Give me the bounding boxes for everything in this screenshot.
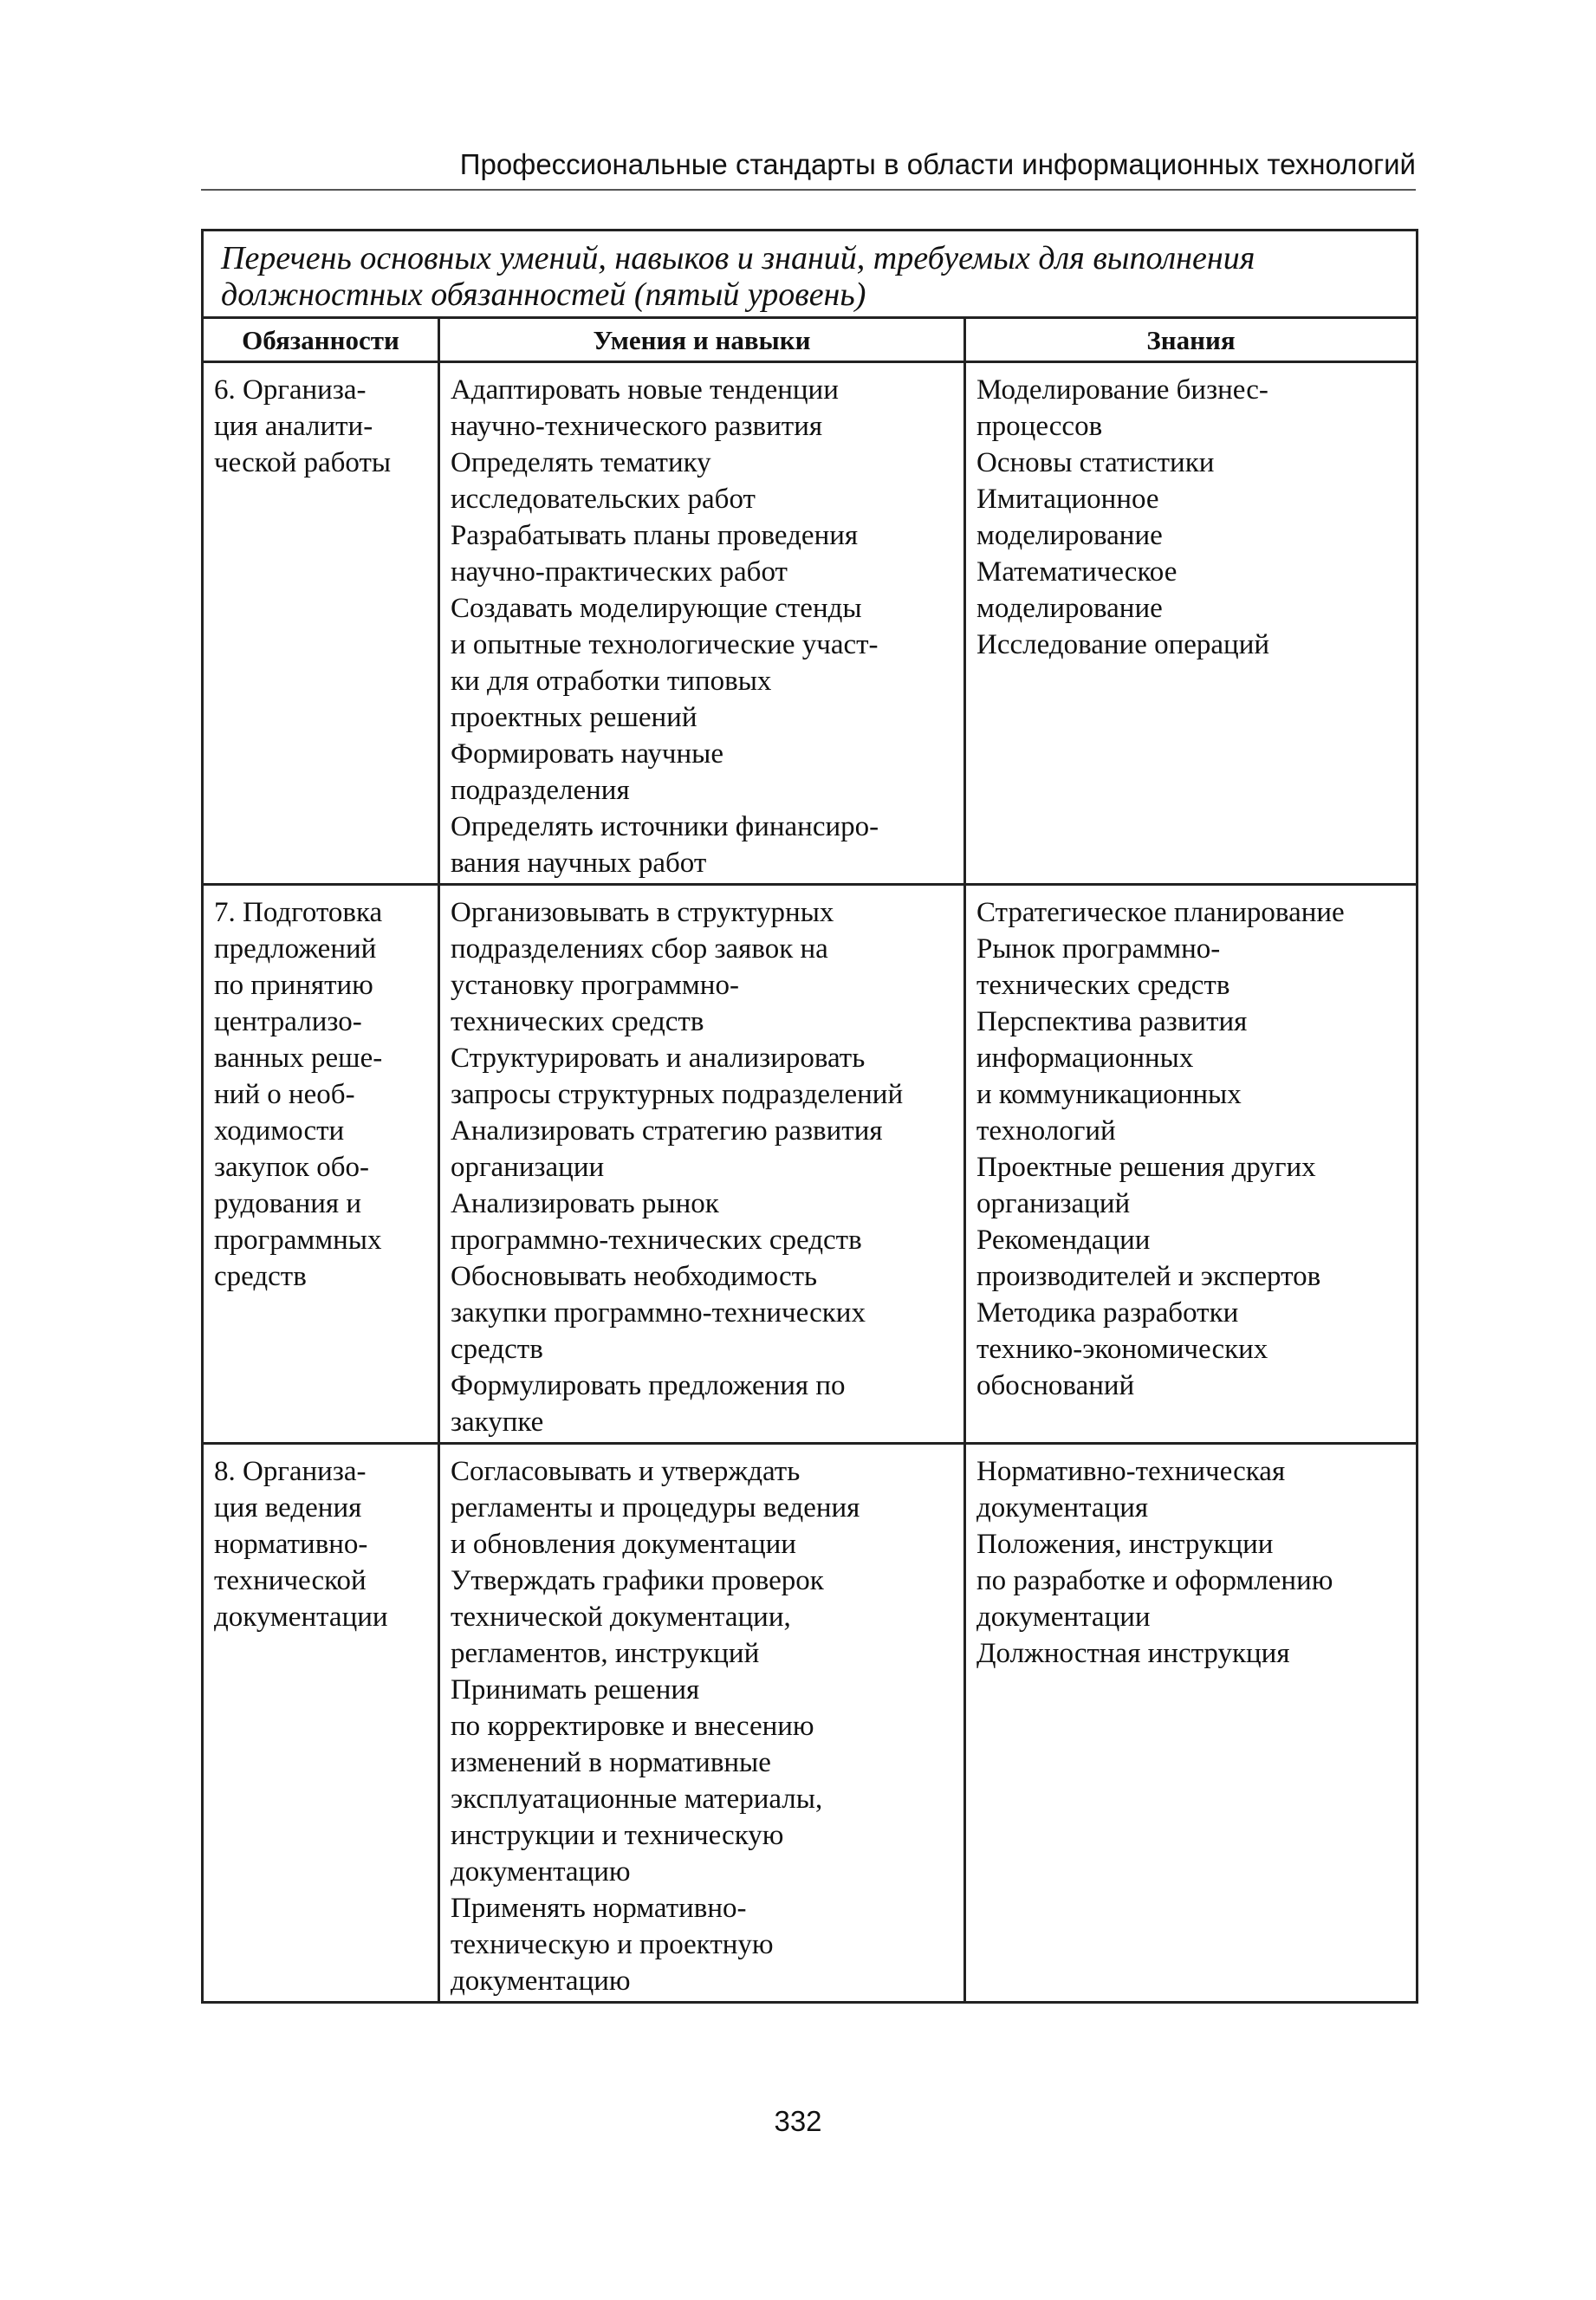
- cell-line: документацию: [451, 1856, 631, 1887]
- cell-line: изменений в нормативные: [451, 1747, 771, 1778]
- cell-line: по принятию: [214, 970, 373, 1001]
- cell-line: ция аналити-: [214, 411, 373, 442]
- cell-line: документацию: [451, 1965, 631, 1997]
- cell-line: технологий: [976, 1115, 1116, 1147]
- cell-line: ция ведения: [214, 1492, 362, 1524]
- page-number: 332: [774, 2105, 822, 2137]
- cell-line: технической документации,: [451, 1602, 791, 1633]
- cell-line: вания научных работ: [451, 848, 707, 879]
- cell-line: проектных решений: [451, 702, 697, 733]
- cell-line: технико-экономических: [976, 1334, 1268, 1365]
- cell-line: рудования и: [214, 1188, 361, 1219]
- table-row: [203, 1444, 1418, 2003]
- cell-line: информационных: [976, 1043, 1194, 1074]
- cell-line: ходимости: [214, 1115, 345, 1147]
- cell-line: ки для отработки типовых: [451, 666, 772, 697]
- cell-line: Определять тематику: [451, 447, 711, 478]
- cell-line: обоснований: [976, 1370, 1135, 1401]
- cell-line: Определять источники финансиро-: [451, 811, 879, 842]
- cell-line: Рынок программно-: [976, 933, 1221, 965]
- cell-line: Формулировать предложения по: [451, 1370, 846, 1401]
- cell-line: Утверждать графики проверок: [451, 1565, 824, 1596]
- cell-line: 8. Организа-: [214, 1456, 367, 1487]
- cell-line: по корректировке и внесению: [451, 1711, 814, 1742]
- cell-line: технических средств: [451, 1006, 704, 1037]
- cell-line: инструкции и техническую: [451, 1820, 784, 1851]
- cell-line: технической: [214, 1565, 367, 1596]
- caption-line: Перечень основных умений, навыков и знаний, требуемых для выполнения: [221, 240, 1255, 276]
- cell-line: программно-технических средств: [451, 1225, 862, 1256]
- cell-line: Математическое: [976, 556, 1178, 588]
- cell-line: научно-технического развития: [451, 411, 823, 442]
- cell-line: моделирование: [976, 520, 1163, 551]
- skills-cell: [439, 1444, 965, 2003]
- duties-table: [201, 229, 1418, 2004]
- cell-line: предложений: [214, 933, 377, 965]
- cell-line: Принимать решения: [451, 1674, 700, 1706]
- cell-line: технических средств: [976, 970, 1230, 1001]
- cell-line: Методика разработки: [976, 1297, 1239, 1329]
- cell-line: процессов: [976, 411, 1103, 442]
- cell-line: документации: [976, 1602, 1151, 1633]
- cell-line: и коммуникационных: [976, 1079, 1242, 1110]
- cell-line: организации: [451, 1152, 605, 1183]
- cell-line: Обосновывать необходимость: [451, 1261, 818, 1292]
- cell-line: по разработке и оформлению: [976, 1565, 1333, 1596]
- cell-line: моделирование: [976, 593, 1163, 624]
- cell-line: Анализировать стратегию развития: [451, 1115, 883, 1147]
- table-row: [203, 885, 1418, 1444]
- knowledge-cell: [965, 1444, 1418, 2003]
- cell-line: 6. Организа-: [214, 374, 367, 406]
- header-rule: [201, 189, 1416, 191]
- cell-line: производителей и экспертов: [976, 1261, 1321, 1292]
- duty-cell: [203, 362, 439, 885]
- column-header-duties: Обязанности: [203, 318, 439, 362]
- cell-line: регламентов, инструкций: [451, 1638, 760, 1669]
- cell-line: подразделениях сбор заявок на: [451, 933, 828, 965]
- cell-line: нормативно-: [214, 1529, 368, 1560]
- duty-cell: [203, 1444, 439, 2003]
- cell-line: запросы структурных подразделений: [451, 1079, 904, 1110]
- cell-line: документация: [976, 1492, 1149, 1524]
- cell-line: Стратегическое планирование: [976, 897, 1345, 928]
- cell-line: Положения, инструкции: [976, 1529, 1274, 1560]
- cell-line: подразделения: [451, 775, 630, 806]
- cell-line: Исследование операций: [976, 629, 1270, 660]
- column-header-knowledge: Знания: [965, 318, 1418, 362]
- cell-line: Рекомендации: [976, 1225, 1151, 1256]
- cell-line: закупок обо-: [214, 1152, 369, 1183]
- cell-line: документации: [214, 1602, 388, 1633]
- cell-line: Имитационное: [976, 484, 1159, 515]
- cell-line: Адаптировать новые тенденции: [451, 374, 839, 406]
- knowledge-cell: [965, 362, 1418, 885]
- knowledge-cell: [965, 885, 1418, 1444]
- cell-line: техническую и проектную: [451, 1929, 774, 1960]
- table-row: [203, 362, 1418, 885]
- cell-line: программных: [214, 1225, 382, 1256]
- cell-line: Структурировать и анализировать: [451, 1043, 866, 1074]
- cell-line: Организовывать в структурных: [451, 897, 834, 928]
- cell-line: Анализировать рынок: [451, 1188, 719, 1219]
- cell-line: централизо-: [214, 1006, 362, 1037]
- cell-line: регламенты и процедуры ведения: [451, 1492, 860, 1524]
- cell-line: организаций: [976, 1188, 1131, 1219]
- cell-line: научно-практических работ: [451, 556, 788, 588]
- cell-line: ческой работы: [214, 447, 392, 478]
- cell-line: Применять нормативно-: [451, 1893, 747, 1924]
- cell-line: средств: [214, 1261, 307, 1292]
- cell-line: Основы статистики: [976, 447, 1215, 478]
- cell-line: Моделирование бизнес-: [976, 374, 1268, 406]
- header-row: [203, 318, 1418, 362]
- skills-cell: [439, 885, 965, 1444]
- cell-line: ний о необ-: [214, 1079, 355, 1110]
- skills-cell: [439, 362, 965, 885]
- cell-line: эксплуатационные материалы,: [451, 1783, 823, 1815]
- caption-line: должностных обязанностей (пятый уровень): [221, 276, 866, 313]
- caption-row: [203, 231, 1418, 318]
- cell-line: 7. Подготовка: [214, 897, 383, 928]
- table-caption: [203, 231, 1418, 318]
- cell-line: установку программно-: [451, 970, 739, 1001]
- cell-line: и опытные технологические участ-: [451, 629, 879, 660]
- cell-line: Нормативно-техническая: [976, 1456, 1286, 1487]
- duties-table-container: [201, 229, 1416, 2004]
- cell-line: Формировать научные: [451, 738, 723, 770]
- cell-line: закупке: [451, 1407, 544, 1438]
- running-header: Профессиональные стандарты в области информационных технологий: [459, 148, 1416, 180]
- cell-line: закупки программно-технических: [451, 1297, 866, 1329]
- cell-line: Создавать моделирующие стенды: [451, 593, 862, 624]
- cell-line: Разрабатывать планы проведения: [451, 520, 859, 551]
- duty-cell: [203, 885, 439, 1444]
- cell-line: и обновления документации: [451, 1529, 796, 1560]
- cell-line: Проектные решения других: [976, 1152, 1316, 1183]
- cell-line: исследовательских работ: [451, 484, 756, 515]
- cell-line: Согласовывать и утверждать: [451, 1456, 801, 1487]
- cell-line: средств: [451, 1334, 543, 1365]
- column-header-skills: Умения и навыки: [439, 318, 965, 362]
- cell-line: Перспектива развития: [976, 1006, 1248, 1037]
- cell-line: Должностная инструкция: [976, 1638, 1290, 1669]
- cell-line: ванных реше-: [214, 1043, 383, 1074]
